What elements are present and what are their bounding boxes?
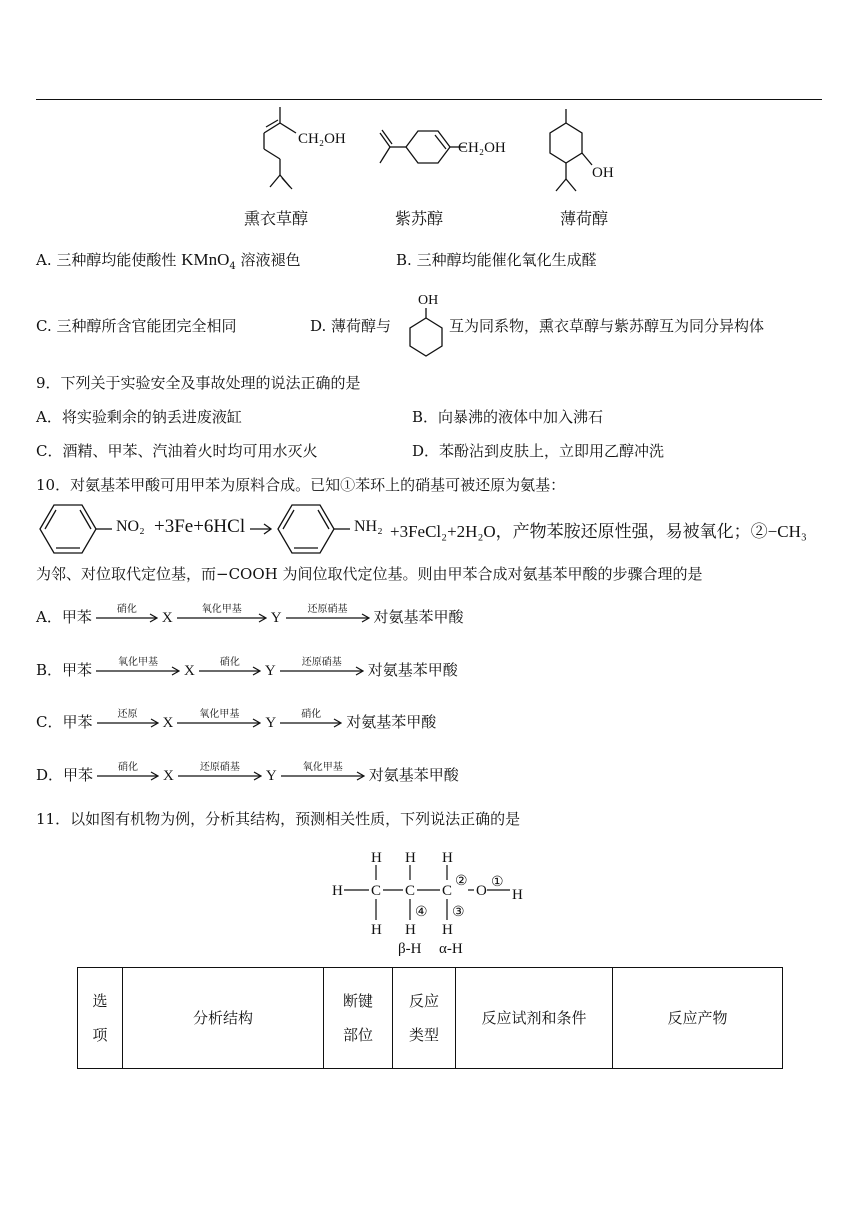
svg-text:H: H — [371, 850, 382, 866]
svg-text:H: H — [332, 883, 343, 899]
q10-option-a: A．甲苯 硝化 X 氧化甲基 Y 还原硝基 对氨基苯甲酸 — [36, 604, 464, 626]
svg-text:α-H: α-H — [439, 941, 463, 957]
svg-text:O: O — [476, 883, 487, 899]
header-reagents: 反应试剂和条件 — [456, 968, 613, 1069]
step-arrow-icon: 硝化 — [96, 613, 158, 623]
q10-line3: 为邻、对位取代定位基，而−COOH 为间位取代定位基。则由甲苯合成对氨基苯甲酸的步骤合理的是 — [36, 565, 703, 583]
q10-option-c: C．甲苯 还原 X 氧化甲基 Y 硝化 对氨基苯甲酸 — [36, 709, 437, 731]
step-arrow-icon: 氧化甲基 — [281, 771, 365, 781]
step-arrow-icon: 还原硝基 — [286, 613, 370, 623]
equation-tail: +3FeCl₂+2H₂O，产物苯胺还原性强，易被氧化；②−CH₃ — [390, 522, 807, 541]
svg-text:OH: OH — [418, 293, 439, 308]
q9-option-d: D．苯酚沾到皮肤上，立即用乙醇冲洗 — [412, 442, 665, 460]
svg-text:H: H — [442, 922, 453, 938]
step-arrow-icon: 硝化 — [199, 666, 261, 676]
q9-option-c: C．酒精、甲苯、汽油着火时均可用水灭火 — [36, 442, 318, 460]
step-arrow-icon: 硝化 — [280, 718, 342, 728]
step-arrow-icon: 还原硝基 — [280, 666, 364, 676]
q10-option-d: D．甲苯 硝化 X 还原硝基 Y 氧化甲基 对氨基苯甲酸 — [36, 762, 459, 784]
svg-text:H: H — [405, 922, 416, 938]
menthol-structure — [550, 109, 592, 191]
q11-analysis-table — [77, 967, 783, 1069]
svg-text:①: ① — [491, 875, 504, 890]
step-arrow-icon: 还原硝基 — [178, 771, 262, 781]
header-analysis: 分析结构 — [123, 968, 324, 1069]
svg-text:C: C — [405, 883, 416, 899]
q9-option-b: B．向暴沸的液体中加入沸石 — [412, 408, 604, 426]
svg-text:④: ④ — [415, 905, 428, 920]
amino-group: NH₂ — [354, 518, 383, 535]
table-header-row — [78, 968, 783, 1069]
name-menthol: 薄荷醇 — [560, 209, 609, 228]
header-bond-position: 断键 部位 — [324, 968, 393, 1069]
perillyl-ch2oh: CH₂OH — [458, 140, 506, 156]
svg-text:H: H — [405, 850, 416, 866]
svg-text:②: ② — [455, 874, 468, 889]
q8-option-d-tail: 互为同系物，熏衣草醇与紫苏醇互为同分异构体 — [449, 317, 765, 335]
step-arrow-icon: 硝化 — [97, 771, 159, 781]
q8-option-b: B. 三种醇均能催化氧化生成醛 — [396, 251, 597, 269]
q8-option-d: D. 薄荷醇与 — [310, 317, 392, 335]
propanol-structure — [328, 842, 538, 958]
q8-option-a: A. 三种醇均能使酸性 KMnO$_4$ 溶液褪色 — [36, 250, 301, 272]
header-products: 反应产物 — [613, 968, 783, 1069]
header-option: 选 项 — [78, 968, 123, 1069]
step-arrow-icon: 氧化甲基 — [96, 666, 180, 676]
aniline-ring — [274, 502, 354, 556]
top-rule — [36, 99, 822, 100]
step-arrow-icon: 氧化甲基 — [177, 613, 267, 623]
q10-option-b: B．甲苯 氧化甲基 X 硝化 Y 还原硝基 对氨基苯甲酸 — [36, 657, 458, 679]
svg-text:H: H — [371, 922, 382, 938]
name-lavandulol: 熏衣草醇 — [244, 209, 309, 228]
svg-text:③: ③ — [452, 905, 465, 920]
step-arrow-icon: 氧化甲基 — [177, 718, 261, 728]
perillyl-structure — [380, 130, 466, 163]
nitro-group: NO₂ — [116, 518, 145, 535]
equation-reagents: +3Fe+6HCl — [154, 516, 246, 537]
svg-text:H: H — [512, 887, 523, 903]
q10-stem: 10．对氨基苯甲酸可用甲苯为原料合成。已知①苯环上的硝基可被还原为氨基： — [36, 476, 566, 494]
menthol-oh: OH — [592, 165, 614, 181]
cyclohexanol-structure — [404, 288, 448, 360]
svg-text:C: C — [442, 883, 453, 899]
step-arrow-icon: 还原 — [97, 718, 159, 728]
q8-option-c: C. 三种醇所含官能团完全相同 — [36, 317, 237, 335]
svg-text:H: H — [442, 850, 453, 866]
alcohol-structures-figure — [230, 103, 650, 203]
q9-option-a: A．将实验剩余的钠丢进废液缸 — [36, 408, 242, 426]
q11-stem: 11．以如图有机物为例，分析其结构，预测相关性质，下列说法正确的是 — [36, 810, 521, 828]
svg-text:β-H: β-H — [398, 941, 422, 957]
nitrobenzene-ring — [36, 502, 116, 556]
svg-text:C: C — [371, 883, 382, 899]
reaction-arrow-icon — [249, 522, 273, 536]
name-perillyl: 紫苏醇 — [395, 209, 444, 228]
header-reaction-type: 反应 类型 — [393, 968, 456, 1069]
q9-stem: 9．下列关于实验安全及事故处理的说法正确的是 — [36, 374, 361, 392]
lavandulol-structure — [264, 107, 296, 189]
lavandulol-ch2oh: CH₂OH — [298, 131, 346, 147]
